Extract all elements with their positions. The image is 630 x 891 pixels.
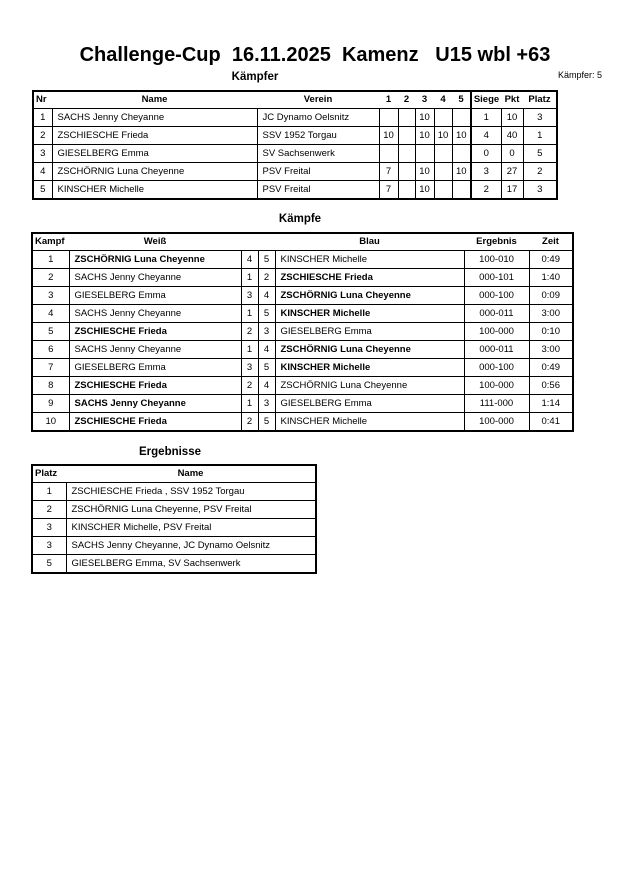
result-row bbox=[32, 537, 316, 555]
white-fighter-nr: 2 bbox=[241, 377, 258, 395]
white-fighter: ZSCHÖRNIG Luna Cheyenne bbox=[69, 251, 241, 269]
fighter-club: JC Dynamo Oelsnitz bbox=[257, 109, 379, 127]
bout-time: 3:00 bbox=[529, 305, 573, 323]
bout-time: 0:41 bbox=[529, 413, 573, 432]
result-row bbox=[32, 483, 316, 501]
col-zeit: Zeit bbox=[529, 233, 573, 251]
blue-fighter: ZSCHÖRNIG Luna Cheyenne bbox=[275, 341, 464, 359]
fighter-nr: 1 bbox=[33, 109, 52, 127]
result-row bbox=[32, 501, 316, 519]
round-score-1 bbox=[379, 109, 398, 127]
white-fighter: GIESELBERG Emma bbox=[69, 287, 241, 305]
white-fighter-nr: 2 bbox=[241, 413, 258, 432]
fighter-row bbox=[33, 163, 557, 181]
bout-number: 9 bbox=[32, 395, 69, 413]
bout-result: 100-000 bbox=[464, 377, 529, 395]
round-score-5 bbox=[452, 145, 471, 163]
round-score-2 bbox=[398, 127, 415, 145]
col-round-1: 1 bbox=[379, 91, 398, 109]
bout-result: 000-011 bbox=[464, 305, 529, 323]
col-ergebnis: Ergebnis bbox=[464, 233, 529, 251]
blue-fighter: ZSCHÖRNIG Luna Cheyenne bbox=[275, 377, 464, 395]
blue-fighter: ZSCHÖRNIG Luna Cheyenne bbox=[275, 287, 464, 305]
fighter-name: SACHS Jenny Cheyanne bbox=[52, 109, 257, 127]
white-fighter-nr: 3 bbox=[241, 287, 258, 305]
bout-time: 0:49 bbox=[529, 251, 573, 269]
result-place: 2 bbox=[32, 501, 66, 519]
fighter-name: GIESELBERG Emma bbox=[52, 145, 257, 163]
round-score-3: 10 bbox=[415, 127, 434, 145]
fighter-row bbox=[33, 109, 557, 127]
result-place: 5 bbox=[32, 555, 66, 574]
blue-fighter: KINSCHER Michelle bbox=[275, 359, 464, 377]
bout-number: 1 bbox=[32, 251, 69, 269]
round-score-2 bbox=[398, 109, 415, 127]
white-fighter-nr: 1 bbox=[241, 341, 258, 359]
bout-number: 5 bbox=[32, 323, 69, 341]
round-score-4 bbox=[434, 181, 452, 200]
fighter-nr: 5 bbox=[33, 181, 52, 200]
bout-time: 1:40 bbox=[529, 269, 573, 287]
round-score-4 bbox=[434, 109, 452, 127]
col-blau: Blau bbox=[275, 233, 464, 251]
bout-row bbox=[32, 251, 573, 269]
blue-fighter-nr: 2 bbox=[258, 269, 275, 287]
white-fighter: ZSCHIESCHE Frieda bbox=[69, 377, 241, 395]
bouts-header-row bbox=[32, 233, 573, 251]
page-title: Challenge-Cup 16.11.2025 Kamenz U15 wbl +63 bbox=[79, 44, 551, 66]
col-verein: Verein bbox=[257, 91, 379, 109]
fighter-name: ZSCHIESCHE Frieda bbox=[52, 127, 257, 145]
fighter-wins: 1 bbox=[471, 109, 501, 127]
col-white-nr bbox=[241, 233, 258, 251]
bout-row bbox=[32, 395, 573, 413]
bout-row bbox=[32, 413, 573, 432]
fighter-nr: 2 bbox=[33, 127, 52, 145]
col-round-5: 5 bbox=[452, 91, 471, 109]
round-score-3 bbox=[415, 145, 434, 163]
fighter-wins: 0 bbox=[471, 145, 501, 163]
white-fighter: SACHS Jenny Cheyanne bbox=[69, 341, 241, 359]
col-blue-nr bbox=[258, 233, 275, 251]
white-fighter: SACHS Jenny Cheyanne bbox=[69, 269, 241, 287]
fighter-place: 3 bbox=[523, 109, 557, 127]
white-fighter: SACHS Jenny Cheyanne bbox=[69, 395, 241, 413]
blue-fighter-nr: 5 bbox=[258, 413, 275, 432]
bout-row bbox=[32, 341, 573, 359]
fighter-club: SSV 1952 Torgau bbox=[257, 127, 379, 145]
result-row bbox=[32, 519, 316, 537]
fighter-row bbox=[33, 127, 557, 145]
round-score-4: 10 bbox=[434, 127, 452, 145]
fighter-points: 0 bbox=[501, 145, 523, 163]
fighters-table bbox=[32, 90, 558, 200]
round-score-2 bbox=[398, 145, 415, 163]
bouts-table bbox=[31, 232, 574, 432]
bout-result: 100-010 bbox=[464, 251, 529, 269]
white-fighter-nr: 1 bbox=[241, 269, 258, 287]
fighter-row bbox=[33, 145, 557, 163]
bout-time: 0:56 bbox=[529, 377, 573, 395]
blue-fighter: GIESELBERG Emma bbox=[275, 323, 464, 341]
result-place: 3 bbox=[32, 519, 66, 537]
bout-time: 0:10 bbox=[529, 323, 573, 341]
round-score-4 bbox=[434, 145, 452, 163]
round-score-1: 7 bbox=[379, 163, 398, 181]
blue-fighter-nr: 4 bbox=[258, 377, 275, 395]
white-fighter: ZSCHIESCHE Frieda bbox=[69, 413, 241, 432]
bout-number: 6 bbox=[32, 341, 69, 359]
blue-fighter: GIESELBERG Emma bbox=[275, 395, 464, 413]
round-score-5 bbox=[452, 181, 471, 200]
round-score-3: 10 bbox=[415, 181, 434, 200]
bout-result: 000-101 bbox=[464, 269, 529, 287]
round-score-1: 7 bbox=[379, 181, 398, 200]
round-score-5: 10 bbox=[452, 127, 471, 145]
white-fighter-nr: 3 bbox=[241, 359, 258, 377]
bouts-heading: Kämpfe bbox=[278, 213, 322, 225]
result-name: ZSCHÖRNIG Luna Cheyenne, PSV Freital bbox=[66, 501, 316, 519]
col-pkt: Pkt bbox=[501, 91, 523, 109]
fighter-club: PSV Freital bbox=[257, 163, 379, 181]
white-fighter: SACHS Jenny Cheyanne bbox=[69, 305, 241, 323]
blue-fighter: KINSCHER Michelle bbox=[275, 251, 464, 269]
col-round-3: 3 bbox=[415, 91, 434, 109]
bout-number: 4 bbox=[32, 305, 69, 323]
white-fighter: ZSCHIESCHE Frieda bbox=[69, 323, 241, 341]
round-score-4 bbox=[434, 163, 452, 181]
result-name: GIESELBERG Emma, SV Sachsenwerk bbox=[66, 555, 316, 574]
col-name: Name bbox=[52, 91, 257, 109]
round-score-2 bbox=[398, 181, 415, 200]
bout-result: 100-000 bbox=[464, 323, 529, 341]
result-name: KINSCHER Michelle, PSV Freital bbox=[66, 519, 316, 537]
fighter-nr: 3 bbox=[33, 145, 52, 163]
bout-result: 111-000 bbox=[464, 395, 529, 413]
bout-row bbox=[32, 323, 573, 341]
bout-row bbox=[32, 359, 573, 377]
fighter-wins: 2 bbox=[471, 181, 501, 200]
fighter-place: 5 bbox=[523, 145, 557, 163]
bout-number: 2 bbox=[32, 269, 69, 287]
bout-result: 000-011 bbox=[464, 341, 529, 359]
blue-fighter: KINSCHER Michelle bbox=[275, 413, 464, 432]
bout-row bbox=[32, 287, 573, 305]
fighter-wins: 3 bbox=[471, 163, 501, 181]
white-fighter-nr: 1 bbox=[241, 305, 258, 323]
blue-fighter-nr: 4 bbox=[258, 287, 275, 305]
blue-fighter: ZSCHIESCHE Frieda bbox=[275, 269, 464, 287]
fighter-points: 10 bbox=[501, 109, 523, 127]
result-name: ZSCHIESCHE Frieda , SSV 1952 Torgau bbox=[66, 483, 316, 501]
white-fighter-nr: 1 bbox=[241, 395, 258, 413]
blue-fighter-nr: 3 bbox=[258, 323, 275, 341]
col-round-4: 4 bbox=[434, 91, 452, 109]
col-platz: Platz bbox=[523, 91, 557, 109]
fighter-place: 1 bbox=[523, 127, 557, 145]
round-score-1 bbox=[379, 145, 398, 163]
bout-time: 3:00 bbox=[529, 341, 573, 359]
fighter-name: ZSCHÖRNIG Luna Cheyenne bbox=[52, 163, 257, 181]
blue-fighter-nr: 5 bbox=[258, 359, 275, 377]
round-score-3: 10 bbox=[415, 163, 434, 181]
round-score-5: 10 bbox=[452, 163, 471, 181]
col-siege: Siege bbox=[471, 91, 501, 109]
blue-fighter: KINSCHER Michelle bbox=[275, 305, 464, 323]
results-heading: Ergebnisse bbox=[139, 446, 201, 458]
white-fighter-nr: 2 bbox=[241, 323, 258, 341]
col-kampf: Kampf bbox=[32, 233, 69, 251]
result-place: 3 bbox=[32, 537, 66, 555]
result-name: SACHS Jenny Cheyanne, JC Dynamo Oelsnitz bbox=[66, 537, 316, 555]
bout-number: 7 bbox=[32, 359, 69, 377]
bout-result: 000-100 bbox=[464, 359, 529, 377]
fighter-points: 17 bbox=[501, 181, 523, 200]
bout-number: 10 bbox=[32, 413, 69, 432]
white-fighter-nr: 4 bbox=[241, 251, 258, 269]
fighter-club: PSV Freital bbox=[257, 181, 379, 200]
bout-row bbox=[32, 305, 573, 323]
fighter-club: SV Sachsenwerk bbox=[257, 145, 379, 163]
bout-result: 100-000 bbox=[464, 413, 529, 432]
fighter-points: 40 bbox=[501, 127, 523, 145]
fighter-points: 27 bbox=[501, 163, 523, 181]
bout-row bbox=[32, 377, 573, 395]
blue-fighter-nr: 4 bbox=[258, 341, 275, 359]
fighter-row bbox=[33, 181, 557, 200]
bout-number: 3 bbox=[32, 287, 69, 305]
bout-row bbox=[32, 269, 573, 287]
fighter-count: Kämpfer: 5 bbox=[557, 70, 602, 80]
result-place: 1 bbox=[32, 483, 66, 501]
fighters-header-row bbox=[33, 91, 557, 109]
round-score-1: 10 bbox=[379, 127, 398, 145]
col-name: Name bbox=[66, 465, 316, 483]
col-platz: Platz bbox=[32, 465, 66, 483]
bout-time: 0:09 bbox=[529, 287, 573, 305]
col-round-2: 2 bbox=[398, 91, 415, 109]
fighter-wins: 4 bbox=[471, 127, 501, 145]
fighter-place: 2 bbox=[523, 163, 557, 181]
round-score-5 bbox=[452, 109, 471, 127]
bout-time: 0:49 bbox=[529, 359, 573, 377]
fighter-name: KINSCHER Michelle bbox=[52, 181, 257, 200]
bout-result: 000-100 bbox=[464, 287, 529, 305]
bout-number: 8 bbox=[32, 377, 69, 395]
fighters-heading: Kämpfer bbox=[231, 71, 279, 83]
fighter-place: 3 bbox=[523, 181, 557, 200]
bout-time: 1:14 bbox=[529, 395, 573, 413]
col-weiss: Weiß bbox=[69, 233, 241, 251]
results-table bbox=[31, 464, 317, 574]
result-row bbox=[32, 555, 316, 574]
round-score-3: 10 bbox=[415, 109, 434, 127]
blue-fighter-nr: 3 bbox=[258, 395, 275, 413]
results-header-row bbox=[32, 465, 316, 483]
blue-fighter-nr: 5 bbox=[258, 251, 275, 269]
blue-fighter-nr: 5 bbox=[258, 305, 275, 323]
round-score-2 bbox=[398, 163, 415, 181]
fighter-nr: 4 bbox=[33, 163, 52, 181]
col-nr: Nr bbox=[33, 91, 52, 109]
white-fighter: GIESELBERG Emma bbox=[69, 359, 241, 377]
